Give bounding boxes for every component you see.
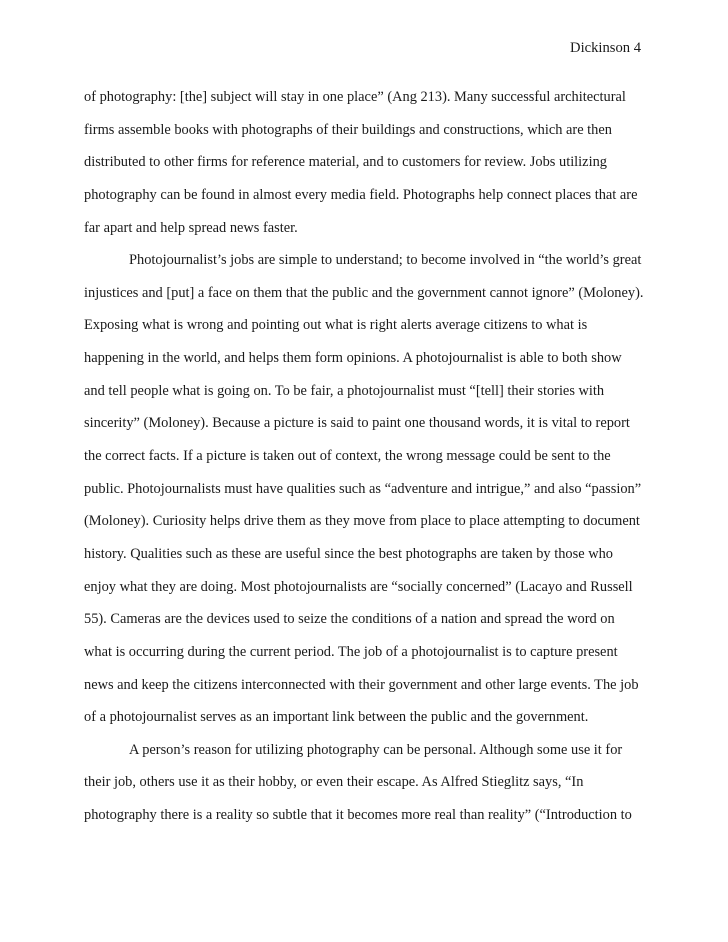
text-line: Exposing what is wrong and pointing out what is right alerts average citizens to what is <box>84 317 588 334</box>
text-line: (Moloney). Curiosity helps drive them as they move from place to place attempting to document <box>84 513 640 530</box>
text-line: what is occurring during the current period. The job of a photojournalist is to capture present <box>84 643 618 660</box>
text-line: history. Qualities such as these are useful since the best photographs are taken by those who <box>84 545 613 562</box>
paragraph-first-line: Photojournalist’s jobs are simple to understand; to become involved in “the world’s great <box>129 252 642 269</box>
text-line: far apart and help spread news faster. <box>84 219 298 236</box>
text-line: photography there is a reality so subtle that it becomes more real than reality” (“Introduction to <box>84 807 632 824</box>
text-line: 55). Cameras are the devices used to seize the conditions of a nation and spread the word on <box>84 611 615 628</box>
text-line: distributed to other firms for reference material, and to customers for review. Jobs utilizing <box>84 154 607 171</box>
text-line: of photography: [the] subject will stay in one place” (Ang 213). Many successful architectural <box>84 89 626 105</box>
text-line: sincerity” (Moloney). Because a picture is said to paint one thousand words, it is vital to report <box>84 415 630 432</box>
text-line: their job, others use it as their hobby, or even their escape. As Alfred Stieglitz says, “In <box>84 774 584 791</box>
text-line: happening in the world, and helps them form opinions. A photojournalist is able to both show <box>84 350 622 367</box>
text-line: photography can be found in almost every media field. Photographs help connect places that are <box>84 186 638 203</box>
paragraph-first-line: A person’s reason for utilizing photography can be personal. Although some use it for <box>129 741 623 758</box>
body-text <box>84 81 654 832</box>
text-line: news and keep the citizens interconnected with their government and other large events. The job <box>84 676 639 693</box>
running-head: Dickinson 4 <box>570 40 641 56</box>
text-line: the correct facts. If a picture is taken out of context, the wrong message could be sent to the <box>84 448 611 465</box>
text-line: injustices and [put] a face on them that the public and the government cannot ignore” (Moloney). <box>84 284 644 301</box>
text-line: and tell people what is going on. To be fair, a photojournalist must “[tell] their stories with <box>84 382 605 399</box>
text-line: of a photojournalist serves as an important link between the public and the government. <box>84 709 589 726</box>
text-line: public. Photojournalists must have qualities such as “adventure and intrigue,” and also “passion” <box>84 480 642 497</box>
text-line: enjoy what they are doing. Most photojournalists are “socially concerned” (Lacayo and Russell <box>84 578 633 595</box>
text-line: firms assemble books with photographs of their buildings and constructions, which are then <box>84 121 612 138</box>
